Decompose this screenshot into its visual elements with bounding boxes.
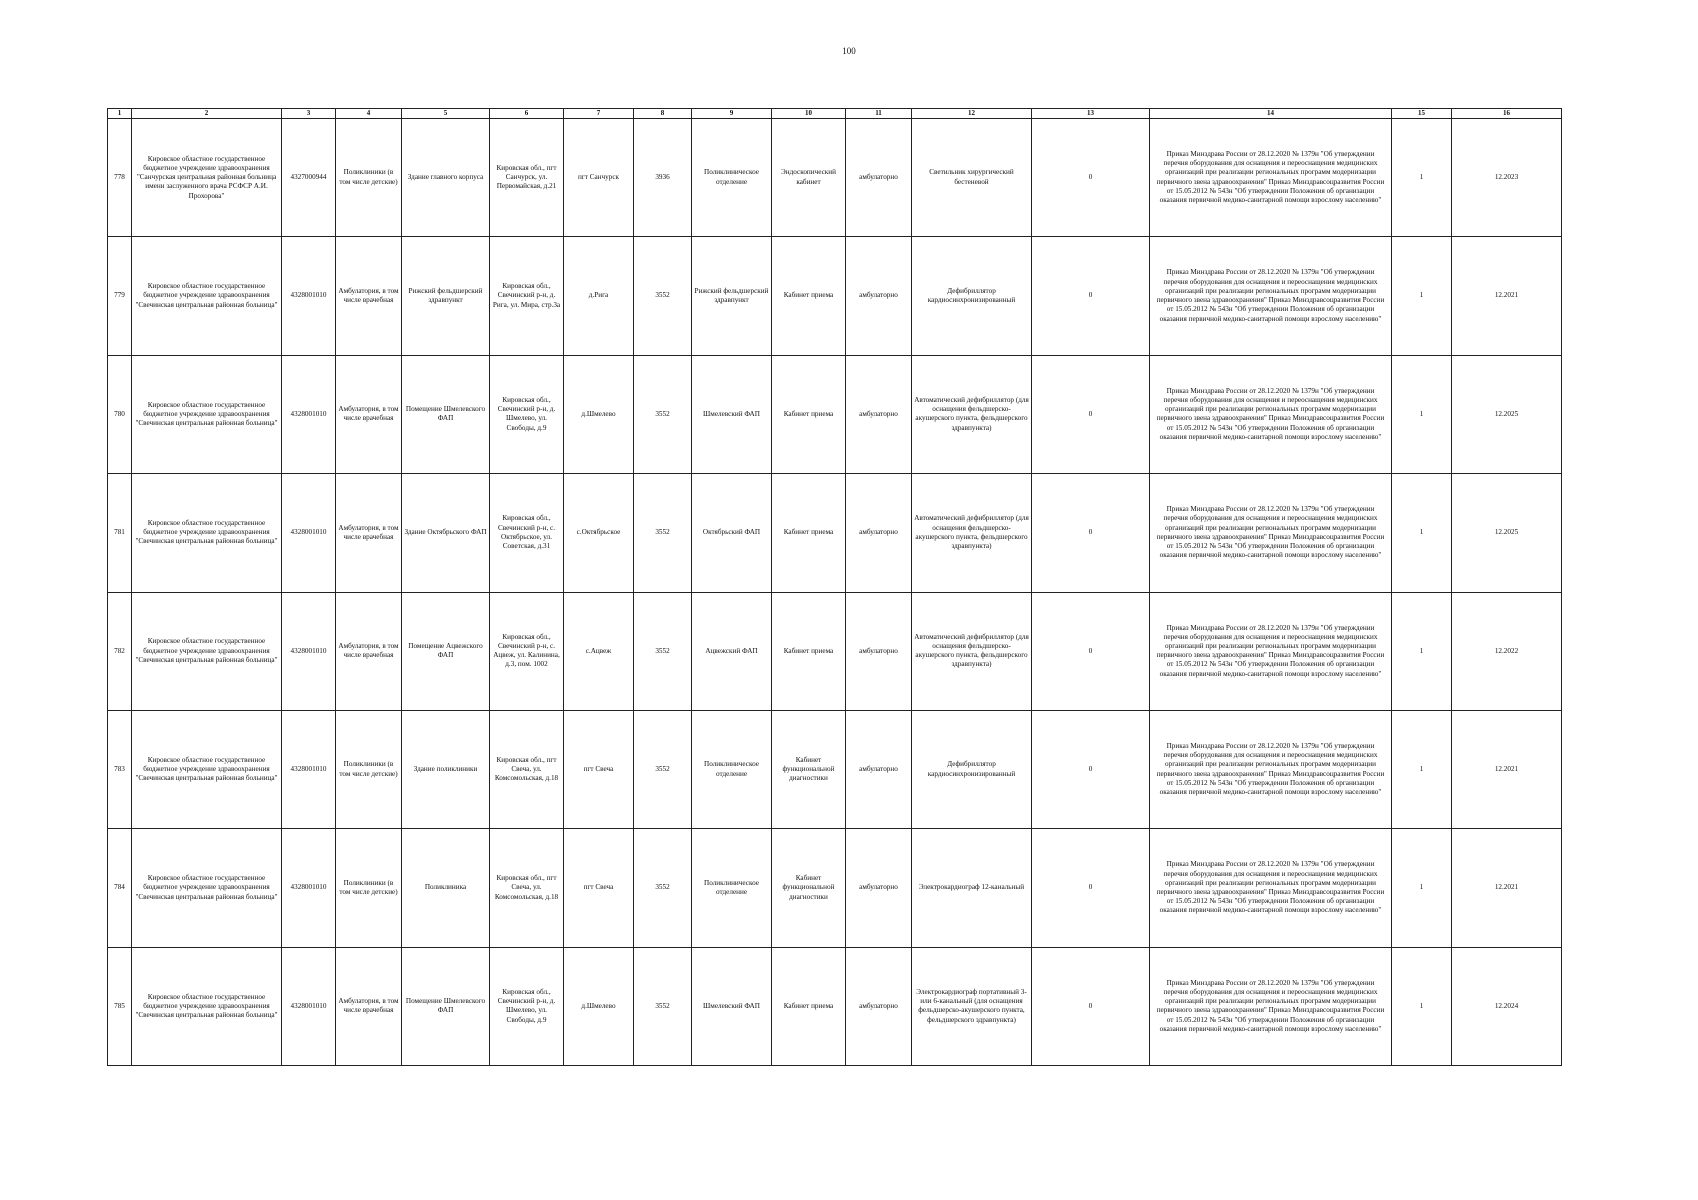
- quantity-cell: 1: [1392, 237, 1452, 355]
- locality-cell: д.Шмелево: [564, 947, 634, 1065]
- code-cell: 3552: [634, 592, 692, 710]
- available-cell: 0: [1032, 119, 1150, 237]
- row-number: 781: [108, 474, 132, 592]
- department-cell: Ацвежский ФАП: [692, 592, 772, 710]
- orders-cell: Приказ Минздрава России от 28.12.2020 № 1379н "Об утверждении перечня оборудования для оснащения и переоснащения медицинских организаций при реализации региональных программ модернизации первичного звена здравоохранения" Приказ Минздравсоцразвития России от 15.05.2012 № 543н "Об утверждении Положения об организации оказания первичной медико-санитарной помощи взрослому населению": [1150, 947, 1392, 1065]
- column-header: 1: [108, 109, 132, 119]
- page-number: 100: [842, 46, 856, 56]
- organization-cell: Кировское областное государственное бюджетное учреждение здравоохранения "Свечинская центральная районная больница": [132, 474, 282, 592]
- equipment-cell: Дефибриллятор кардиосинхронизированный: [912, 710, 1032, 828]
- quantity-cell: 1: [1392, 947, 1452, 1065]
- locality-cell: с.Ацвеж: [564, 592, 634, 710]
- department-cell: Рижский фельдшерский здравпункт: [692, 237, 772, 355]
- address-cell: Кировская обл., пгт Санчурск, ул. Первомайская, д.21: [490, 119, 564, 237]
- unit-type-cell: Амбулатория, в том числе врачебная: [336, 592, 402, 710]
- code-cell: 3552: [634, 829, 692, 947]
- table-row: [108, 119, 1562, 237]
- address-cell: Кировская обл., Свечинский р-н, д. Рига, ул. Мира, стр.3а: [490, 237, 564, 355]
- locality-cell: д.Шмелево: [564, 355, 634, 473]
- address-cell: Кировская обл., Свечинский р-н, с. Ацвеж, ул. Калинина, д.3, пом. 1002: [490, 592, 564, 710]
- locality-cell: с.Октябрьское: [564, 474, 634, 592]
- building-cell: Здание поликлиники: [402, 710, 490, 828]
- address-cell: Кировская обл., Свечинский р-н, с. Октябрьское, ул. Советская, д.31: [490, 474, 564, 592]
- quantity-cell: 1: [1392, 119, 1452, 237]
- row-number: 779: [108, 237, 132, 355]
- building-cell: Помещение Шмелевского ФАП: [402, 355, 490, 473]
- date-cell: 12.2025: [1452, 355, 1562, 473]
- code-cell: 3552: [634, 237, 692, 355]
- organization-cell: Кировское областное государственное бюджетное учреждение здравоохранения "Свечинская центральная районная больница": [132, 355, 282, 473]
- organization-cell: Кировское областное государственное бюджетное учреждение здравоохранения "Свечинская центральная районная больница": [132, 829, 282, 947]
- column-header: 5: [402, 109, 490, 119]
- code-cell: 3552: [634, 947, 692, 1065]
- code-cell: 3936: [634, 119, 692, 237]
- care-form-cell: амбулаторно: [846, 355, 912, 473]
- unit-type-cell: Поликлиники (в том числе детские): [336, 710, 402, 828]
- unit-type-cell: Амбулатория, в том числе врачебная: [336, 474, 402, 592]
- quantity-cell: 1: [1392, 592, 1452, 710]
- locality-cell: пгт Свеча: [564, 710, 634, 828]
- building-cell: Помещение Ацвежского ФАП: [402, 592, 490, 710]
- code-cell: 3552: [634, 710, 692, 828]
- building-cell: Здание главного корпуса: [402, 119, 490, 237]
- table-row: [108, 710, 1562, 828]
- column-header: 4: [336, 109, 402, 119]
- cabinet-cell: Кабинет приема: [772, 474, 846, 592]
- department-cell: Поликлиническое отделение: [692, 119, 772, 237]
- table-row: [108, 474, 1562, 592]
- equipment-cell: Автоматический дефибриллятор (для оснащения фельдшерско-акушерского пункта, фельдшерского здравпункта): [912, 355, 1032, 473]
- equipment-cell: Светильник хирургический бестеневой: [912, 119, 1032, 237]
- address-cell: Кировская обл., Свечинский р-н, д. Шмелево, ул. Свободы, д.9: [490, 947, 564, 1065]
- orders-cell: Приказ Минздрава России от 28.12.2020 № 1379н "Об утверждении перечня оборудования для оснащения и переоснащения медицинских организаций при реализации региональных программ модернизации первичного звена здравоохранения" Приказ Минздравсоцразвития России от 15.05.2012 № 543н "Об утверждении Положения об организации оказания первичной медико-санитарной помощи взрослому населению": [1150, 237, 1392, 355]
- organization-cell: Кировское областное государственное бюджетное учреждение здравоохранения "Свечинская центральная районная больница": [132, 237, 282, 355]
- address-cell: Кировская обл., пгт Свеча, ул. Комсомольская, д.18: [490, 829, 564, 947]
- orders-cell: Приказ Минздрава России от 28.12.2020 № 1379н "Об утверждении перечня оборудования для оснащения и переоснащения медицинских организаций при реализации региональных программ модернизации первичного звена здравоохранения" Приказ Минздравсоцразвития России от 15.05.2012 № 543н "Об утверждении Положения об организации оказания первичной медико-санитарной помощи взрослому населению": [1150, 355, 1392, 473]
- column-number-row: [108, 109, 1562, 119]
- table-row: [108, 592, 1562, 710]
- cabinet-cell: Эндоскопический кабинет: [772, 119, 846, 237]
- organization-cell: Кировское областное государственное бюджетное учреждение здравоохранения "Свечинская центральная районная больница": [132, 592, 282, 710]
- inn-cell: 4327000944: [282, 119, 336, 237]
- date-cell: 12.2023: [1452, 119, 1562, 237]
- orders-cell: Приказ Минздрава России от 28.12.2020 № 1379н "Об утверждении перечня оборудования для оснащения и переоснащения медицинских организаций при реализации региональных программ модернизации первичного звена здравоохранения" Приказ Минздравсоцразвития России от 15.05.2012 № 543н "Об утверждении Положения об организации оказания первичной медико-санитарной помощи взрослому населению": [1150, 710, 1392, 828]
- equipment-cell: Автоматический дефибриллятор (для оснащения фельдшерско-акушерского пункта, фельдшерского здравпункта): [912, 592, 1032, 710]
- available-cell: 0: [1032, 947, 1150, 1065]
- inn-cell: 4328001010: [282, 474, 336, 592]
- care-form-cell: амбулаторно: [846, 592, 912, 710]
- code-cell: 3552: [634, 474, 692, 592]
- date-cell: 12.2021: [1452, 237, 1562, 355]
- orders-cell: Приказ Минздрава России от 28.12.2020 № 1379н "Об утверждении перечня оборудования для оснащения и переоснащения медицинских организаций при реализации региональных программ модернизации первичного звена здравоохранения" Приказ Минздравсоцразвития России от 15.05.2012 № 543н "Об утверждении Положения об организации оказания первичной медико-санитарной помощи взрослому населению": [1150, 474, 1392, 592]
- cabinet-cell: Кабинет приема: [772, 355, 846, 473]
- locality-cell: пгт Свеча: [564, 829, 634, 947]
- available-cell: 0: [1032, 355, 1150, 473]
- column-header: 6: [490, 109, 564, 119]
- unit-type-cell: Поликлиники (в том числе детские): [336, 119, 402, 237]
- row-number: 785: [108, 947, 132, 1065]
- equipment-cell: Электрокардиограф портативный 3- или 6-канальный (для оснащения фельдшерско-акушерского пункта, фельдшерского здравпункта): [912, 947, 1032, 1065]
- column-header: 7: [564, 109, 634, 119]
- inn-cell: 4328001010: [282, 355, 336, 473]
- care-form-cell: амбулаторно: [846, 474, 912, 592]
- care-form-cell: амбулаторно: [846, 119, 912, 237]
- code-cell: 3552: [634, 355, 692, 473]
- row-number: 784: [108, 829, 132, 947]
- available-cell: 0: [1032, 829, 1150, 947]
- column-header: 12: [912, 109, 1032, 119]
- department-cell: Октябрьский ФАП: [692, 474, 772, 592]
- column-header: 10: [772, 109, 846, 119]
- date-cell: 12.2025: [1452, 474, 1562, 592]
- available-cell: 0: [1032, 710, 1150, 828]
- building-cell: Рижский фельдшерский здравпункт: [402, 237, 490, 355]
- equipment-cell: Автоматический дефибриллятор (для оснащения фельдшерско-акушерского пункта, фельдшерского здравпункта): [912, 474, 1032, 592]
- orders-cell: Приказ Минздрава России от 28.12.2020 № 1379н "Об утверждении перечня оборудования для оснащения и переоснащения медицинских организаций при реализации региональных программ модернизации первичного звена здравоохранения" Приказ Минздравсоцразвития России от 15.05.2012 № 543н "Об утверждении Положения об организации оказания первичной медико-санитарной помощи взрослому населению": [1150, 829, 1392, 947]
- organization-cell: Кировское областное государственное бюджетное учреждение здравоохранения "Свечинская центральная районная больница": [132, 947, 282, 1065]
- column-header: 16: [1452, 109, 1562, 119]
- equipment-table: [107, 108, 1562, 1066]
- quantity-cell: 1: [1392, 829, 1452, 947]
- unit-type-cell: Поликлиники (в том числе детские): [336, 829, 402, 947]
- quantity-cell: 1: [1392, 355, 1452, 473]
- table-row: [108, 947, 1562, 1065]
- unit-type-cell: Амбулатория, в том числе врачебная: [336, 237, 402, 355]
- care-form-cell: амбулаторно: [846, 947, 912, 1065]
- equipment-cell: Дефибриллятор кардиосинхронизированный: [912, 237, 1032, 355]
- row-number: 783: [108, 710, 132, 828]
- orders-cell: Приказ Минздрава России от 28.12.2020 № 1379н "Об утверждении перечня оборудования для оснащения и переоснащения медицинских организаций при реализации региональных программ модернизации первичного звена здравоохранения" Приказ Минздравсоцразвития России от 15.05.2012 № 543н "Об утверждении Положения об организации оказания первичной медико-санитарной помощи взрослому населению": [1150, 592, 1392, 710]
- building-cell: Помещение Шмелевского ФАП: [402, 947, 490, 1065]
- cabinet-cell: Кабинет приема: [772, 237, 846, 355]
- locality-cell: пгт Санчурск: [564, 119, 634, 237]
- department-cell: Шмелевский ФАП: [692, 355, 772, 473]
- inn-cell: 4328001010: [282, 710, 336, 828]
- column-header: 3: [282, 109, 336, 119]
- column-header: 15: [1392, 109, 1452, 119]
- inn-cell: 4328001010: [282, 947, 336, 1065]
- organization-cell: Кировское областное государственное бюджетное учреждение здравоохранения "Санчурская центральная районная больница имени заслуженного врача РСФСР А.И. Прохорова": [132, 119, 282, 237]
- department-cell: Шмелевский ФАП: [692, 947, 772, 1065]
- table-row: [108, 237, 1562, 355]
- column-header: 14: [1150, 109, 1392, 119]
- table-row: [108, 355, 1562, 473]
- table-row: [108, 829, 1562, 947]
- available-cell: 0: [1032, 237, 1150, 355]
- cabinet-cell: Кабинет приема: [772, 592, 846, 710]
- orders-cell: Приказ Минздрава России от 28.12.2020 № 1379н "Об утверждении перечня оборудования для оснащения и переоснащения медицинских организаций при реализации региональных программ модернизации первичного звена здравоохранения" Приказ Минздравсоцразвития России от 15.05.2012 № 543н "Об утверждении Положения об организации оказания первичной медико-санитарной помощи взрослому населению": [1150, 119, 1392, 237]
- column-header: 2: [132, 109, 282, 119]
- care-form-cell: амбулаторно: [846, 710, 912, 828]
- available-cell: 0: [1032, 592, 1150, 710]
- inn-cell: 4328001010: [282, 592, 336, 710]
- address-cell: Кировская обл., пгт Свеча, ул. Комсомольская, д.18: [490, 710, 564, 828]
- department-cell: Поликлиническое отделение: [692, 710, 772, 828]
- date-cell: 12.2024: [1452, 947, 1562, 1065]
- address-cell: Кировская обл., Свечинский р-н, д. Шмелево, ул. Свободы, д.9: [490, 355, 564, 473]
- inn-cell: 4328001010: [282, 237, 336, 355]
- column-header: 8: [634, 109, 692, 119]
- row-number: 778: [108, 119, 132, 237]
- care-form-cell: амбулаторно: [846, 829, 912, 947]
- cabinet-cell: Кабинет функциональной диагностики: [772, 829, 846, 947]
- column-header: 11: [846, 109, 912, 119]
- unit-type-cell: Амбулатория, в том числе врачебная: [336, 947, 402, 1065]
- care-form-cell: амбулаторно: [846, 237, 912, 355]
- column-header: 13: [1032, 109, 1150, 119]
- row-number: 782: [108, 592, 132, 710]
- locality-cell: д.Рига: [564, 237, 634, 355]
- quantity-cell: 1: [1392, 474, 1452, 592]
- quantity-cell: 1: [1392, 710, 1452, 828]
- date-cell: 12.2022: [1452, 592, 1562, 710]
- cabinet-cell: Кабинет функциональной диагностики: [772, 710, 846, 828]
- building-cell: Здание Октябрьского ФАП: [402, 474, 490, 592]
- department-cell: Поликлиническое отделение: [692, 829, 772, 947]
- available-cell: 0: [1032, 474, 1150, 592]
- row-number: 780: [108, 355, 132, 473]
- equipment-cell: Электрокардиограф 12-канальный: [912, 829, 1032, 947]
- column-header: 9: [692, 109, 772, 119]
- date-cell: 12.2021: [1452, 829, 1562, 947]
- inn-cell: 4328001010: [282, 829, 336, 947]
- unit-type-cell: Амбулатория, в том числе врачебная: [336, 355, 402, 473]
- organization-cell: Кировское областное государственное бюджетное учреждение здравоохранения "Свечинская центральная районная больница": [132, 710, 282, 828]
- date-cell: 12.2021: [1452, 710, 1562, 828]
- building-cell: Поликлиника: [402, 829, 490, 947]
- cabinet-cell: Кабинет приема: [772, 947, 846, 1065]
